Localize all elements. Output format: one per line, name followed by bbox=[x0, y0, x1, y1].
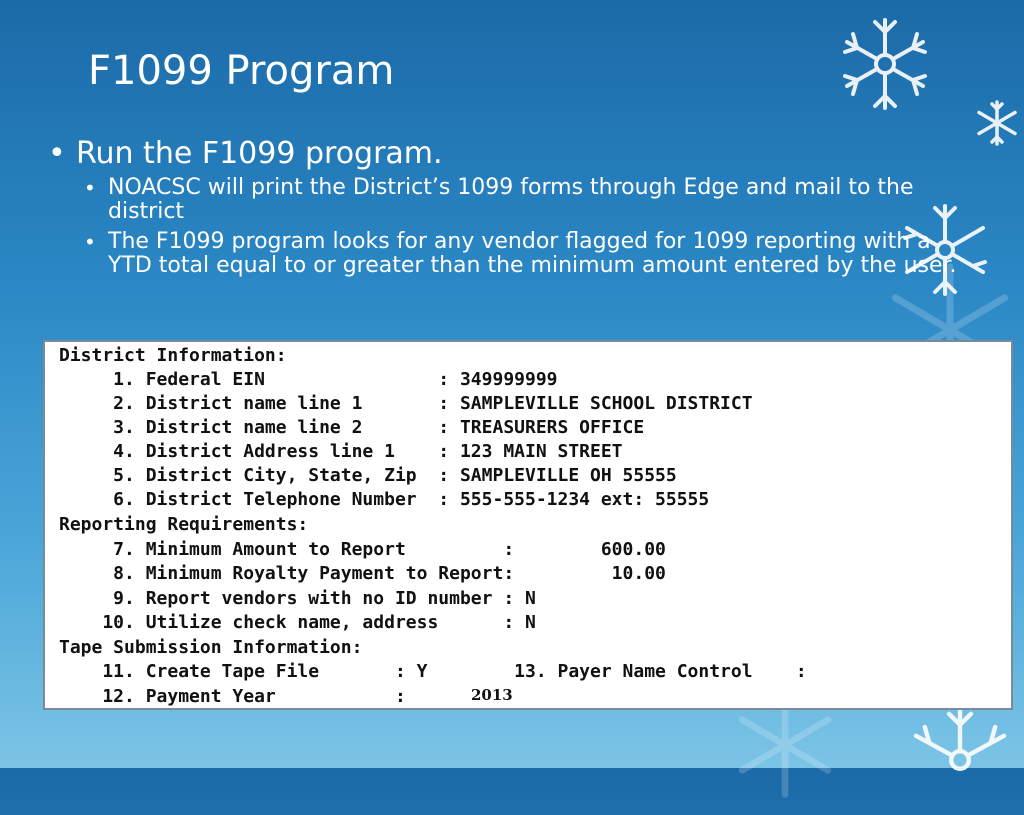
snowflake-small-icon bbox=[972, 98, 1022, 148]
terminal-line: 2. District name line 1 : SAMPLEVILLE SCHOOL DISTRICT bbox=[59, 393, 753, 414]
payment-year-value: 2013 bbox=[471, 686, 513, 704]
slide-title: F1099 Program bbox=[88, 48, 395, 94]
terminal-screen bbox=[43, 340, 1013, 710]
snowflake-large-icon bbox=[835, 14, 935, 114]
sub-bullet-item: • The F1099 program looks for any vendor flagged for 1099 reporting with a YTD total equal to or greater than the minimum amount entered by the user. bbox=[76, 230, 968, 278]
terminal-line: 4. District Address line 1 : 123 MAIN STREET bbox=[59, 441, 623, 462]
sub-bullet-list bbox=[76, 175, 957, 278]
terminal-line: 10. Utilize check name, address : N bbox=[59, 612, 536, 633]
terminal-line: 1. Federal EIN : 349999999 bbox=[59, 369, 558, 390]
terminal-line: 12. Payment Year : bbox=[59, 686, 406, 707]
sub-bullet-item: • NOACSC will print the District’s 1099 forms through Edge and mail to the district bbox=[76, 176, 968, 224]
terminal-line: 3. District name line 2 : TREASURERS OFFICE bbox=[59, 417, 645, 438]
bullet-item bbox=[48, 136, 957, 278]
terminal-line: Reporting Requirements: bbox=[59, 514, 309, 535]
terminal-line: 6. District Telephone Number : 555-555-1234 ext: 55555 bbox=[59, 489, 710, 510]
bullet-list bbox=[48, 136, 957, 284]
snowflake-corner-icon bbox=[905, 705, 1015, 815]
terminal-line: District Information: bbox=[59, 345, 287, 366]
terminal-line: 7. Minimum Amount to Report : 600.00 bbox=[59, 539, 666, 560]
bullet-text: Run the F1099 program. bbox=[76, 136, 443, 171]
terminal-line: 8. Minimum Royalty Payment to Report: 10.00 bbox=[59, 563, 666, 584]
terminal-line: 5. District City, State, Zip : SAMPLEVILLE OH 55555 bbox=[59, 465, 677, 486]
terminal-line: Tape Submission Information: bbox=[59, 637, 363, 658]
terminal-line: 9. Report vendors with no ID number : N bbox=[59, 588, 536, 609]
terminal-line: 11. Create Tape File : Y 13. Payer Name Control : bbox=[59, 661, 807, 682]
